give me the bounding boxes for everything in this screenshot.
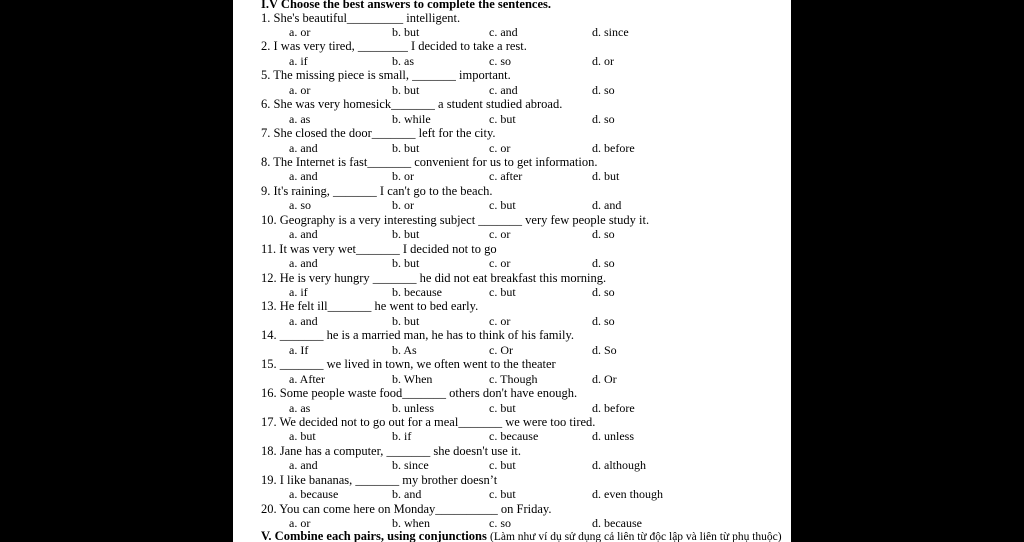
answer-option: d. even though: [592, 487, 663, 502]
answer-option: d. but: [592, 169, 620, 184]
answer-option: c. but: [489, 285, 516, 300]
question-stem: 5. The missing piece is small, _______ important.: [261, 68, 511, 83]
answer-option: b. or: [392, 169, 414, 184]
question-list: [233, 11, 791, 531]
answer-option: c. but: [489, 487, 516, 502]
question-item: [233, 39, 791, 68]
question-stem: 8. The Internet is fast_______ convenient for us to get information.: [261, 154, 598, 169]
answer-option: a. but: [289, 429, 316, 444]
answer-option: c. but: [489, 198, 516, 213]
next-section-title: V. Combine each pairs, using conjunctions: [261, 529, 487, 542]
question-item: [233, 97, 791, 126]
question-item: [233, 184, 791, 213]
question-stem: 13. He felt ill_______ he went to bed early.: [261, 299, 479, 314]
answer-option: c. or: [489, 256, 511, 271]
answer-option: b. unless: [392, 400, 434, 415]
answer-option: d. before: [592, 140, 635, 155]
answer-option: c. but: [489, 458, 516, 473]
question-item: [233, 386, 791, 415]
answer-options: [233, 141, 791, 155]
answer-option: d. because: [592, 516, 642, 531]
next-section-heading: [261, 529, 782, 542]
answer-option: d. so: [592, 256, 615, 271]
answer-option: b. if: [392, 429, 412, 444]
answer-option: b. As: [392, 342, 417, 357]
question-stem: 12. He is very hungry _______ he did not eat breakfast this morning.: [261, 270, 607, 285]
question-stem: 6. She was very homesick_______ a student studied abroad.: [261, 97, 563, 112]
answer-options: [233, 54, 791, 68]
answer-option: a. as: [289, 111, 311, 126]
answer-option: b. or: [392, 198, 414, 213]
answer-options: [233, 343, 791, 357]
answer-options: [233, 227, 791, 241]
answer-option: b. but: [392, 82, 420, 97]
answer-option: a. so: [289, 198, 311, 213]
answer-option: a. and: [289, 313, 318, 328]
answer-option: b. since: [392, 458, 429, 473]
question-item: [233, 328, 791, 357]
answer-option: a. or: [289, 25, 311, 39]
answer-option: c. so: [489, 516, 511, 531]
answer-option: a. as: [289, 400, 311, 415]
question-stem: 1. She's beautiful_________ intelligent.: [261, 10, 461, 25]
answer-options: [233, 401, 791, 415]
answer-option: c. or: [489, 140, 511, 155]
question-item: [233, 213, 791, 242]
answer-options: [233, 285, 791, 299]
answer-option: b. but: [392, 140, 420, 155]
answer-option: d. although: [592, 458, 646, 473]
question-stem: 11. It was very wet_______ I decided not to go: [261, 241, 497, 256]
question-stem: 17. We decided not to go out for a meal_______ we were too tired.: [261, 414, 596, 429]
question-item: [233, 11, 791, 40]
question-item: [233, 357, 791, 386]
answer-option: c. but: [489, 111, 516, 126]
answer-option: b. while: [392, 111, 431, 126]
answer-option: d. so: [592, 227, 615, 242]
answer-option: b. but: [392, 313, 420, 328]
answer-option: c. Though: [489, 371, 538, 386]
answer-option: a. because: [289, 487, 339, 502]
question-stem: 20. You can come here on Monday__________ on Friday.: [261, 501, 552, 516]
answer-option: d. so: [592, 82, 615, 97]
answer-option: d. so: [592, 313, 615, 328]
answer-option: a. if: [289, 285, 308, 300]
question-stem: 16. Some people waste food_______ others don't have enough.: [261, 386, 578, 401]
question-stem: 14. _______ he is a married man, he has to think of his family.: [261, 328, 575, 343]
answer-option: d. So: [592, 342, 617, 357]
answer-option: c. or: [489, 313, 511, 328]
answer-options: [233, 314, 791, 328]
answer-option: a. and: [289, 256, 318, 271]
answer-option: b. and: [392, 487, 422, 502]
answer-option: d. since: [592, 25, 629, 39]
answer-option: b. as: [392, 53, 414, 68]
question-stem: 19. I like bananas, _______ my brother doesn’t: [261, 472, 498, 487]
question-stem: 2. I was very tired, ________ I decided to take a rest.: [261, 39, 527, 54]
answer-option: c. because: [489, 429, 539, 444]
answer-option: a. and: [289, 458, 318, 473]
answer-options: [233, 198, 791, 212]
question-item: [233, 444, 791, 473]
section-heading: I.V Choose the best answers to complete the sentences.: [261, 0, 552, 11]
answer-option: a. If: [289, 342, 309, 357]
answer-option: b. but: [392, 25, 420, 39]
question-stem: 7. She closed the door_______ left for the city.: [261, 126, 496, 141]
answer-option: c. and: [489, 82, 518, 97]
question-item: [233, 271, 791, 300]
answer-option: b. but: [392, 256, 420, 271]
answer-option: d. so: [592, 111, 615, 126]
next-section-note: (Làm như ví dụ sử dụng cả liên từ độc lập và liên từ phụ thuộc): [489, 531, 782, 542]
answer-options: [233, 372, 791, 386]
question-stem: 10. Geography is a very interesting subject _______ very few people study it.: [261, 212, 650, 227]
question-item: [233, 299, 791, 328]
question-item: [233, 415, 791, 444]
answer-option: a. or: [289, 82, 311, 97]
answer-option: d. so: [592, 285, 615, 300]
answer-option: a. and: [289, 227, 318, 242]
answer-option: d. unless: [592, 429, 634, 444]
answer-option: d. and: [592, 198, 622, 213]
answer-options: [233, 429, 791, 443]
answer-option: b. when: [392, 516, 430, 531]
question-item: [233, 242, 791, 271]
answer-option: b. because: [392, 285, 442, 300]
question-item: [233, 68, 791, 97]
answer-options: [233, 83, 791, 97]
answer-option: d. or: [592, 53, 614, 68]
answer-option: c. after: [489, 169, 523, 184]
question-item: [233, 155, 791, 184]
answer-option: a. and: [289, 140, 318, 155]
question-item: [233, 473, 791, 502]
answer-option: c. or: [489, 227, 511, 242]
answer-options: [233, 256, 791, 270]
answer-option: c. but: [489, 400, 516, 415]
answer-options: [233, 25, 791, 39]
worksheet-page: [233, 0, 791, 542]
question-item: [233, 126, 791, 155]
answer-option: a. or: [289, 516, 311, 531]
answer-option: a. if: [289, 53, 308, 68]
answer-option: c. so: [489, 53, 511, 68]
answer-option: b. When: [392, 371, 433, 386]
answer-option: c. Or: [489, 342, 513, 357]
answer-option: d. before: [592, 400, 635, 415]
answer-options: [233, 487, 791, 501]
question-stem: 9. It's raining, _______ I can't go to the beach.: [261, 183, 493, 198]
answer-options: [233, 458, 791, 472]
question-stem: 15. _______ we lived in town, we often went to the theater: [261, 357, 556, 372]
answer-options: [233, 112, 791, 126]
answer-option: b. but: [392, 227, 420, 242]
answer-option: c. and: [489, 25, 518, 39]
question-stem: 18. Jane has a computer, _______ she doesn't use it.: [261, 443, 522, 458]
answer-option: a. After: [289, 371, 325, 386]
answer-option: d. Or: [592, 371, 617, 386]
answer-option: a. and: [289, 169, 318, 184]
answer-options: [233, 169, 791, 183]
question-item: [233, 502, 791, 531]
